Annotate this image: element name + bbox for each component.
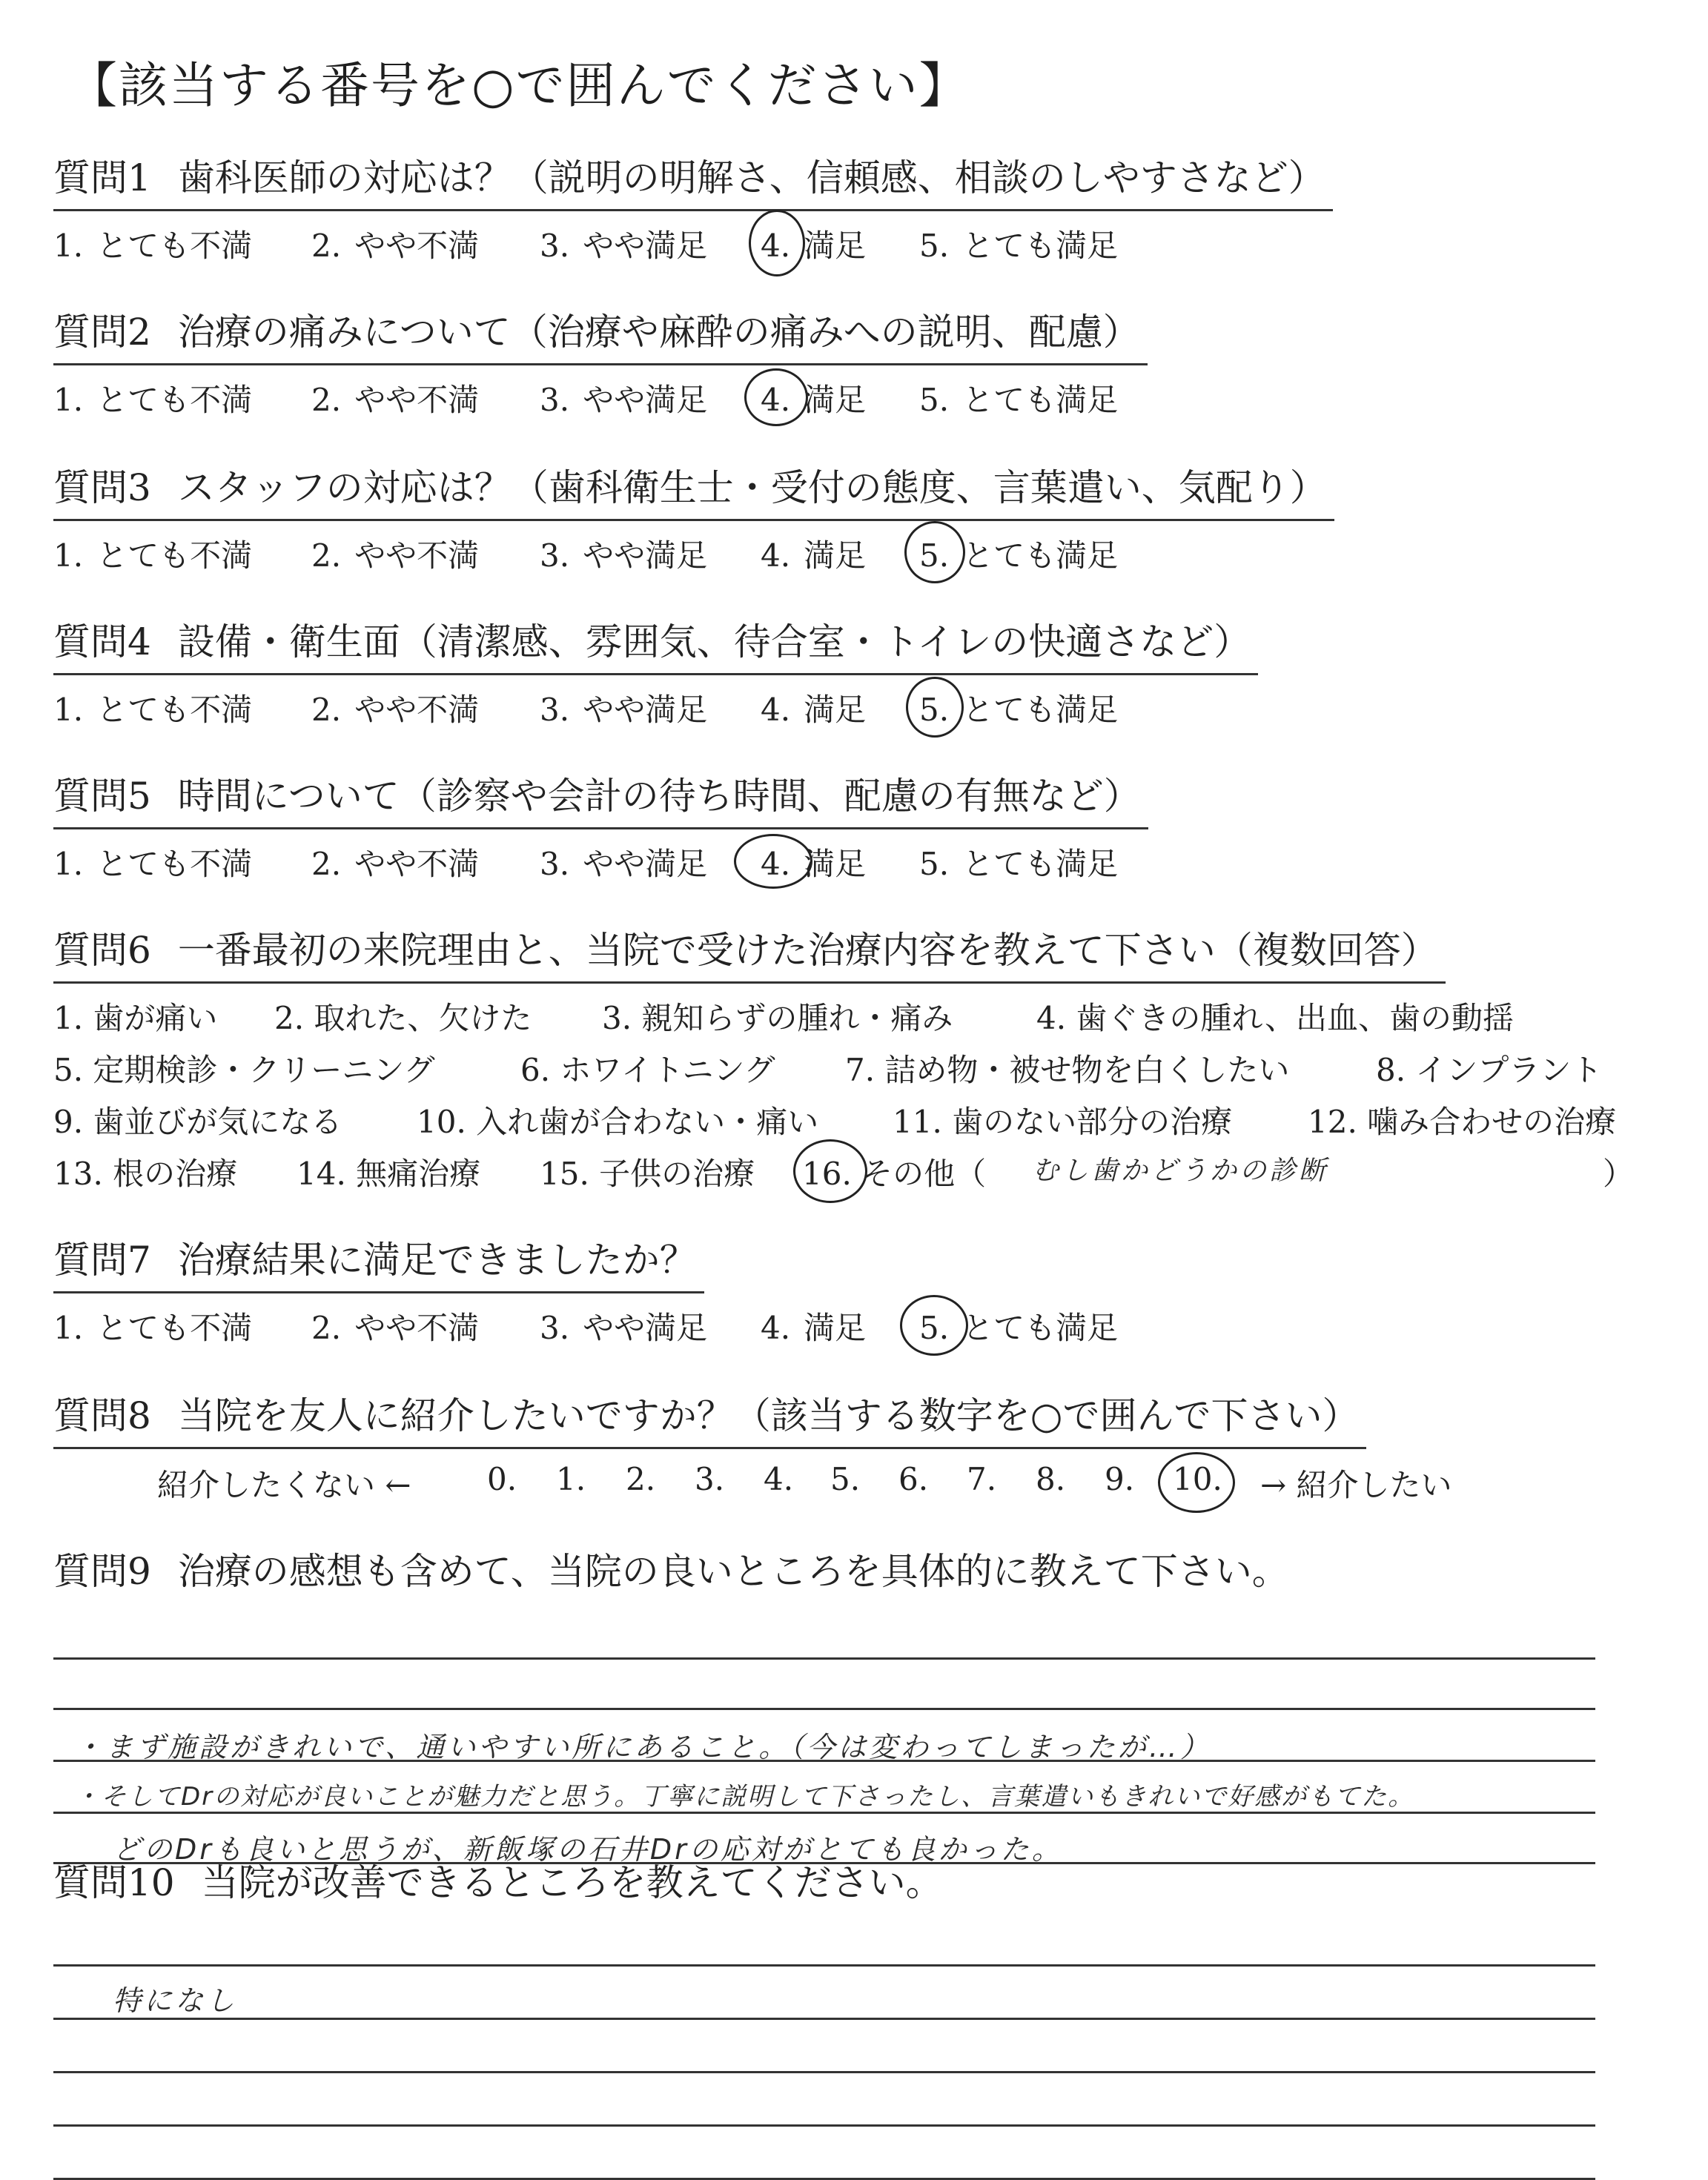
- question-number: 質問6: [53, 929, 151, 972]
- option-2[interactable]: 2. やや不満: [311, 382, 480, 418]
- question-2: [53, 302, 1655, 420]
- question-number: 質問4: [53, 620, 151, 663]
- answer-rule: [53, 1964, 1595, 1967]
- question-6: [53, 921, 1655, 1202]
- recommend-scale: [53, 1461, 1655, 1513]
- reason-option-13[interactable]: 13. 根の治療: [53, 1156, 238, 1192]
- question-6-heading: [53, 921, 1446, 984]
- scale-1[interactable]: 1.: [556, 1461, 586, 1497]
- question-number: 質問3: [53, 466, 151, 509]
- question-text: 一番最初の来院理由と、当院で受けた治療内容を教えて下さい（複数回答）: [177, 929, 1438, 972]
- option-1[interactable]: 1. とても不満: [53, 382, 253, 418]
- question-4: [53, 612, 1655, 730]
- option-4[interactable]: 4. 満足: [761, 692, 867, 728]
- reason-option-12[interactable]: 12. 噛み合わせの治療: [1308, 1104, 1617, 1140]
- question-3-heading: [53, 458, 1334, 521]
- option-4[interactable]: 4. 満足: [761, 1310, 867, 1346]
- question-9-heading: [53, 1542, 1655, 1595]
- option-5[interactable]: 5. とても満足: [919, 692, 1119, 728]
- reason-option-11[interactable]: 11. 歯のない部分の治療: [893, 1104, 1233, 1140]
- question-text: 歯科医師の対応は？（説明の明解さ、信頼感、相談のしやすさなど）: [177, 156, 1325, 199]
- question-number: 質問1: [53, 156, 151, 199]
- answer-rule: [53, 1708, 1595, 1710]
- scale-4[interactable]: 4.: [764, 1461, 794, 1497]
- answer-options: [53, 376, 1655, 420]
- handwritten-answer: ・そしてDrの対応が良いことが魅力だと思う。丁寧に説明して下さったし、言葉遣いもきれいで好感がもてた。: [74, 1782, 1415, 1812]
- answer-options: [53, 686, 1655, 730]
- option-3[interactable]: 3. やや満足: [540, 537, 708, 574]
- option-5[interactable]: 5. とても満足: [919, 537, 1119, 574]
- reason-option-7[interactable]: 7. 詰め物・被せ物を白くしたい: [845, 1052, 1290, 1088]
- option-2[interactable]: 2. やや不満: [311, 692, 480, 728]
- page-title: 【該当する番号を○で囲んでください】: [68, 57, 970, 114]
- option-3[interactable]: 3. やや満足: [540, 1310, 708, 1346]
- option-1[interactable]: 1. とても不満: [53, 692, 253, 728]
- reason-option-1[interactable]: 1. 歯が痛い: [53, 1000, 218, 1036]
- handwritten-answer: どのDrも良いと思うが、新飯塚の石井Drの応対がとても良かった。: [113, 1833, 1063, 1866]
- option-2[interactable]: 2. やや不満: [311, 228, 480, 264]
- reason-options: [53, 994, 1655, 1202]
- question-2-heading: [53, 302, 1148, 365]
- answer-options: [53, 222, 1655, 266]
- question-3: [53, 458, 1655, 576]
- question-text: 当院を友人に紹介したいですか？（該当する数字を○で囲んで下さい）: [177, 1394, 1360, 1437]
- reason-option-6[interactable]: 6. ホワイトニング: [520, 1052, 775, 1088]
- scale-low-label: 紹介したくない ←: [157, 1467, 411, 1503]
- question-5: [53, 766, 1655, 884]
- answer-options: [53, 1304, 1655, 1348]
- question-number: 質問7: [53, 1239, 151, 1282]
- reason-option-9[interactable]: 9. 歯並びが気になる: [53, 1104, 342, 1140]
- question-number: 質問2: [53, 311, 151, 354]
- question-text: 治療の痛みについて（治療や麻酔の痛みへの説明、配慮）: [177, 311, 1140, 354]
- option-5[interactable]: 5. とても満足: [919, 228, 1119, 264]
- question-text: 治療の感想も含めて、当院の良いところを具体的に教えて下さい。: [177, 1550, 1289, 1593]
- question-5-heading: [53, 766, 1148, 829]
- option-1[interactable]: 1. とても不満: [53, 537, 253, 574]
- question-8: [53, 1386, 1655, 1513]
- reason-option-14[interactable]: 14. 無痛治療: [297, 1156, 481, 1192]
- question-number: 質問8: [53, 1394, 151, 1437]
- scale-high-label: → 紹介したい: [1260, 1467, 1452, 1503]
- reason-option-4[interactable]: 4. 歯ぐきの腫れ、出血、歯の動揺: [1036, 1000, 1514, 1036]
- handwritten-answer: 特になし: [113, 1984, 238, 2017]
- scale-10[interactable]: 10.: [1173, 1461, 1222, 1497]
- option-1[interactable]: 1. とても不満: [53, 228, 253, 264]
- question-7: [53, 1230, 1655, 1348]
- option-1[interactable]: 1. とても不満: [53, 846, 253, 882]
- question-number: 質問10: [53, 1861, 175, 1904]
- answer-rule: [53, 2018, 1595, 2020]
- scale-5[interactable]: 5.: [830, 1461, 861, 1497]
- question-8-heading: [53, 1386, 1366, 1449]
- option-3[interactable]: 3. やや満足: [540, 382, 708, 418]
- scale-6[interactable]: 6.: [898, 1461, 929, 1497]
- scale-9[interactable]: 9.: [1105, 1461, 1135, 1497]
- option-4[interactable]: 4. 満足: [761, 537, 867, 574]
- reason-option-3[interactable]: 3. 親知らずの腫れ・痛み: [602, 1000, 953, 1036]
- reason-option-5[interactable]: 5. 定期検診・クリーニング: [53, 1052, 435, 1088]
- question-9: [53, 1542, 1655, 1866]
- reason-option-16[interactable]: 16. その他（: [802, 1156, 987, 1192]
- scale-0[interactable]: 0.: [487, 1461, 517, 1497]
- question-text: スタッフの対応は？（歯科衛生士・受付の態度、言葉遣い、気配り）: [177, 466, 1327, 509]
- scale-7[interactable]: 7.: [967, 1461, 997, 1497]
- question-10: [53, 1853, 1655, 2017]
- question-10-heading: [53, 1853, 1655, 1906]
- answer-options: [53, 840, 1655, 884]
- question-number: 質問9: [53, 1550, 151, 1593]
- option-2[interactable]: 2. やや不満: [311, 537, 480, 574]
- other-close-paren: ）: [1603, 1156, 1635, 1192]
- option-1[interactable]: 1. とても不満: [53, 1310, 253, 1346]
- question-number: 質問5: [53, 775, 151, 818]
- option-2[interactable]: 2. やや不満: [311, 1310, 480, 1346]
- reason-option-8[interactable]: 8. インプラント: [1376, 1052, 1603, 1088]
- reason-row-3: [53, 1098, 1655, 1150]
- option-3[interactable]: 3. やや満足: [540, 846, 708, 882]
- answer-rule: [53, 2124, 1595, 2127]
- option-2[interactable]: 2. やや不満: [311, 846, 480, 882]
- reason-option-2[interactable]: 2. 取れた、欠けた: [274, 1000, 532, 1036]
- option-5[interactable]: 5. とても満足: [919, 382, 1119, 418]
- reason-row-1: [53, 994, 1655, 1046]
- question-1: [53, 148, 1655, 266]
- reason-row-4: [53, 1150, 1655, 1202]
- question-7-heading: [53, 1230, 704, 1293]
- option-4[interactable]: 4. 満足: [761, 228, 867, 264]
- reason-option-10[interactable]: 10. 入れ歯が合わない・痛い: [417, 1104, 819, 1140]
- question-text: 治療結果に満足できましたか？: [177, 1239, 697, 1282]
- option-5[interactable]: 5. とても満足: [919, 1310, 1119, 1346]
- option-4[interactable]: 4. 満足: [761, 382, 867, 418]
- option-3[interactable]: 3. やや満足: [540, 692, 708, 728]
- option-3[interactable]: 3. やや満足: [540, 228, 708, 264]
- answer-rule: [53, 2071, 1595, 2073]
- other-reason-text: むし歯かどうかの診断: [1032, 1156, 1329, 1186]
- answer-options: [53, 531, 1655, 576]
- option-5[interactable]: 5. とても満足: [919, 846, 1119, 882]
- option-4[interactable]: 4. 満足: [761, 846, 867, 882]
- question-text: 当院が改善できるところを教えてください。: [201, 1861, 943, 1904]
- handwritten-answer: ・まず施設がきれいで、通いやすい所にあること。（今は変わってしまったが…）: [74, 1731, 1211, 1763]
- question-4-heading: [53, 612, 1258, 675]
- question-text: 時間について（診察や会計の待ち時間、配慮の有無など）: [177, 775, 1141, 818]
- scale-2[interactable]: 2.: [626, 1461, 656, 1497]
- reason-row-2: [53, 1046, 1655, 1098]
- reason-option-15[interactable]: 15. 子供の治療: [540, 1156, 755, 1192]
- question-text: 設備・衛生面（清潔感、雰囲気、待合室・トイレの快適さなど）: [177, 620, 1251, 663]
- answer-rule: [53, 1657, 1595, 1660]
- scale-8[interactable]: 8.: [1036, 1461, 1066, 1497]
- question-1-heading: [53, 148, 1333, 211]
- scale-3[interactable]: 3.: [695, 1461, 725, 1497]
